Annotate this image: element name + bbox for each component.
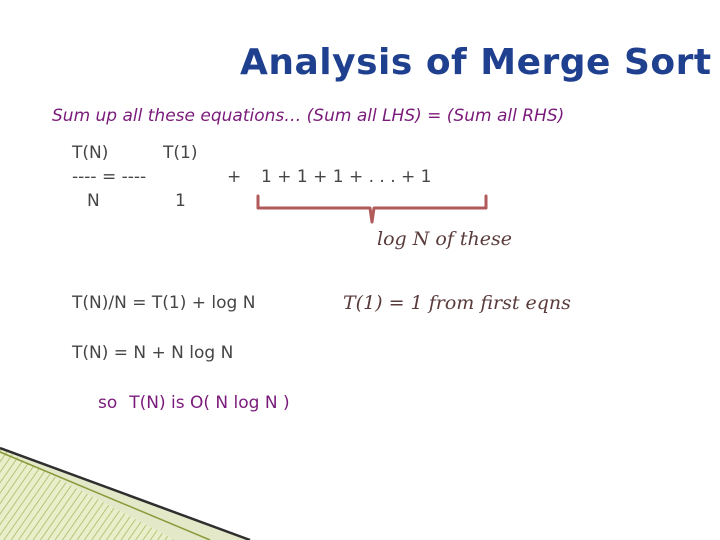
lhs-denominator: N xyxy=(87,191,100,211)
slide-title: Analysis of Merge Sort xyxy=(240,42,712,83)
conclusion-text: T(N) is O( N log N ) xyxy=(129,393,290,413)
conclusion-so: so xyxy=(98,393,118,413)
slide-subtitle: Sum up all these equations… (Sum all LHS) = (Sum all RHS) xyxy=(52,106,565,126)
side-note: T(1) = 1 from first eqns xyxy=(343,292,571,314)
ones-sum: 1 + 1 + 1 + . . . + 1 xyxy=(261,167,432,187)
step-one-equation: T(N)/N = T(1) + log N xyxy=(72,293,256,313)
fraction-line: ---- = ---- xyxy=(72,167,147,187)
rhs-numerator: T(1) xyxy=(163,143,198,163)
curly-brace-icon xyxy=(250,192,500,230)
lhs-numerator: T(N) xyxy=(72,143,109,163)
step-two-equation: T(N) = N + N log N xyxy=(72,343,234,363)
decorative-wedge xyxy=(0,440,720,540)
brace-annotation: log N of these xyxy=(377,228,513,250)
rhs-denominator: 1 xyxy=(175,191,186,211)
plus-sign: + xyxy=(227,167,242,187)
conclusion xyxy=(98,393,290,413)
